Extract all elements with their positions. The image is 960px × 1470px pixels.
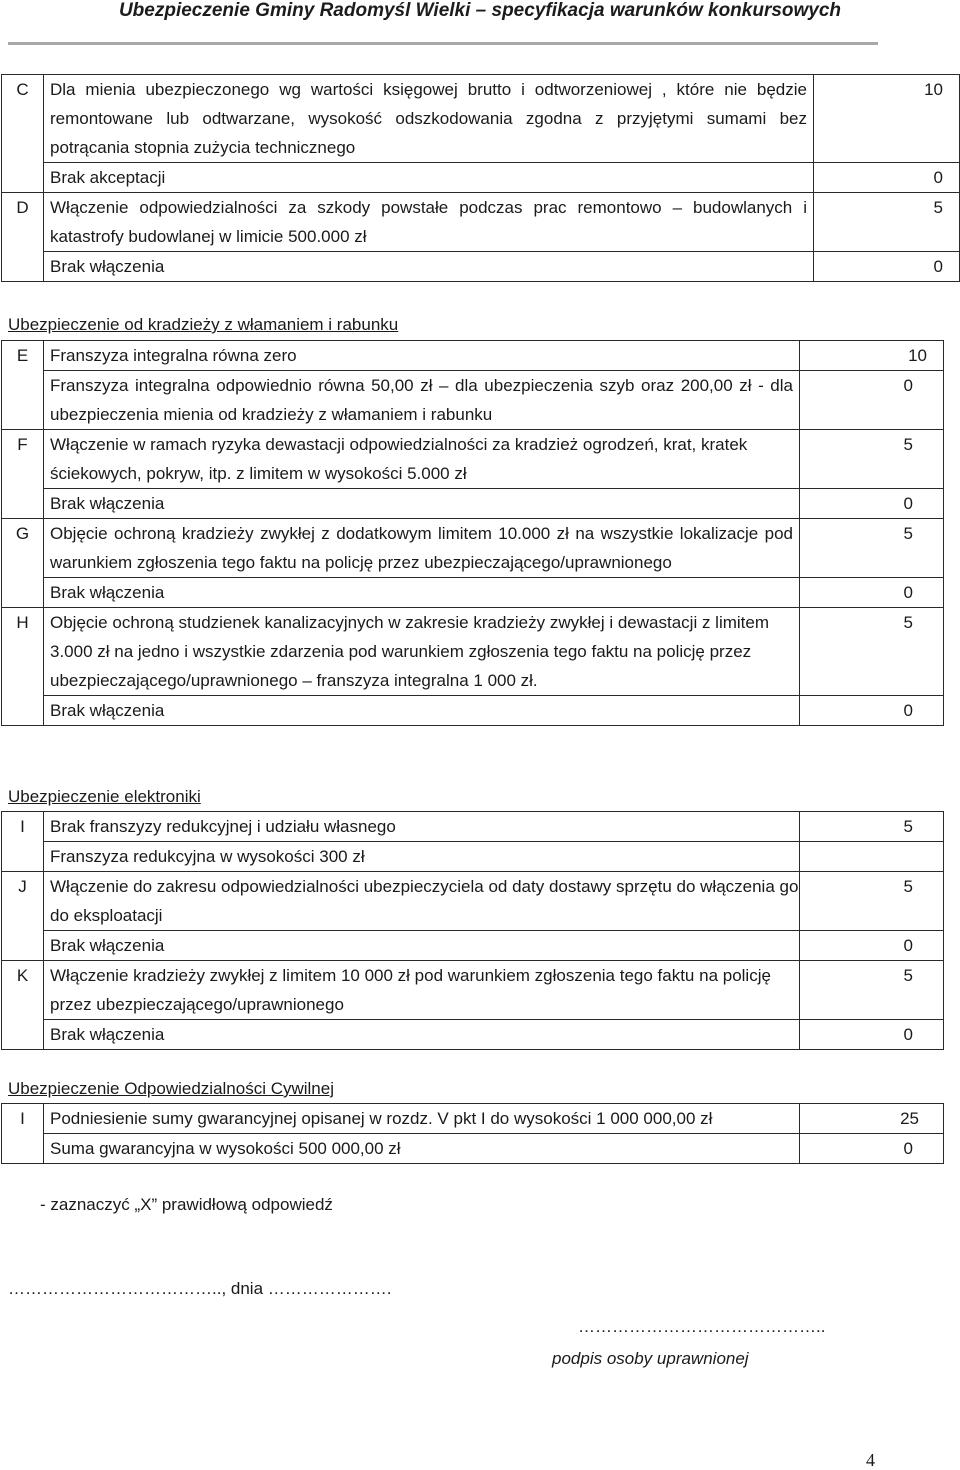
row-score: 10 [800, 341, 944, 371]
table-electronics [1, 811, 944, 1050]
row-letter: H [2, 608, 44, 696]
table-top [1, 74, 960, 282]
row-letter: F [2, 430, 44, 489]
row-score: 0 [814, 252, 960, 282]
row-letter: I [2, 1104, 44, 1134]
table-row [2, 341, 944, 371]
row-letter [2, 371, 44, 430]
row-letter: E [2, 341, 44, 371]
row-score: 0 [800, 371, 944, 430]
row-text: Włączenie kradzieży zwykłej z limitem 10 000 zł pod warunkiem zgłoszenia tego faktu na policję przez ubezpieczającego/uprawnionego [44, 961, 800, 1020]
section-title-theft [8, 310, 398, 339]
row-text: Brak akceptacji [44, 163, 814, 193]
row-text: Włączenie odpowiedzialności za szkody powstałe podczas prac remontowo – budowlanych i katastrofy budowlanej w limicie 500.000 zł [44, 193, 814, 252]
table-row [2, 931, 944, 961]
instruction-note: - zaznaczyć „X” prawidłową odpowiedź [40, 1195, 333, 1214]
row-letter [2, 578, 44, 608]
section-title-text: Ubezpieczenie Odpowiedzialności Cywilnej [8, 1079, 334, 1098]
row-text: Dla mienia ubezpieczonego wg wartości księgowej brutto i odtworzeniowej , które nie będzie remontowane lub odtwarzane, wysokość odszkodowania zgodna z przyjętymi sumami bez potrącania stopnia zużycia technicznego [44, 75, 814, 163]
place-date-line: ……………………………….., dnia …………………. [8, 1279, 392, 1298]
row-score: 0 [800, 696, 944, 726]
table-row [2, 872, 944, 931]
section-title-electronics [8, 782, 201, 811]
row-text: Brak włączenia [44, 578, 800, 608]
table-row [2, 1020, 944, 1050]
signature-line: …………………………………….. [578, 1317, 826, 1336]
row-score: 5 [800, 608, 944, 696]
table-row [2, 193, 960, 252]
row-text: Objęcie ochroną kradzieży zwykłej z dodatkowym limitem 10.000 zł na wszystkie lokalizacje pod warunkiem zgłoszenia tego faktu na policję przez ubezpieczającego/uprawnionego [44, 519, 800, 578]
row-letter [2, 489, 44, 519]
row-score: 0 [800, 489, 944, 519]
row-text: Brak włączenia [44, 1020, 800, 1050]
row-text: Objęcie ochroną studzienek kanalizacyjnych w zakresie kradzieży zwykłej i dewastacji z limitem 3.000 zł na jedno i wszystkie zdarzenia pod warunkiem zgłoszenia tego faktu na policję przez ubezpieczającego/uprawnionego – franszyza integralna 1 000 zł. [44, 608, 800, 696]
table-row [2, 578, 944, 608]
row-letter [2, 1020, 44, 1050]
row-text: Włączenie do zakresu odpowiedzialności ubezpieczyciela od daty dostawy sprzętu do włączenia go do eksploatacji [44, 872, 800, 931]
row-score: 25 [800, 1104, 944, 1134]
table-row [2, 163, 960, 193]
row-text: Franszyza redukcyjna w wysokości 300 zł [44, 842, 800, 872]
table-row [2, 608, 944, 696]
row-letter [2, 931, 44, 961]
table-row [2, 252, 960, 282]
row-text: Franszyza integralna równa zero [44, 341, 800, 371]
signature-label: podpis osoby uprawnionej [552, 1349, 749, 1368]
table-row [2, 371, 944, 430]
row-score: 5 [800, 812, 944, 842]
row-letter: G [2, 519, 44, 578]
row-letter: K [2, 961, 44, 1020]
table-row [2, 696, 944, 726]
row-letter [2, 252, 44, 282]
row-score: 0 [800, 578, 944, 608]
row-text: Brak włączenia [44, 252, 814, 282]
row-score: 5 [800, 872, 944, 931]
row-letter [2, 696, 44, 726]
row-score: 5 [814, 193, 960, 252]
row-text: Brak włączenia [44, 931, 800, 961]
header-title: Ubezpieczenie Gminy Radomyśl Wielki – specyfikacja warunków konkursowych [118, 0, 842, 21]
table-row [2, 75, 960, 163]
table-row [2, 812, 944, 842]
table-row [2, 519, 944, 578]
table-row [2, 961, 944, 1020]
row-letter [2, 1134, 44, 1164]
row-letter: J [2, 872, 44, 931]
row-score: 10 [814, 75, 960, 163]
row-score: 0 [814, 163, 960, 193]
row-text: Brak włączenia [44, 696, 800, 726]
table-row [2, 1104, 944, 1134]
table-theft [1, 340, 944, 726]
table-row [2, 430, 944, 489]
row-letter: C [2, 75, 44, 163]
row-text: Brak włączenia [44, 489, 800, 519]
row-score: 0 [800, 1020, 944, 1050]
row-letter: I [2, 812, 44, 842]
section-title-text: Ubezpieczenie od kradzieży z włamaniem i rabunku [8, 315, 399, 334]
row-letter [2, 163, 44, 193]
table-row [2, 489, 944, 519]
row-score: 0 [800, 931, 944, 961]
row-text: Podniesienie sumy gwarancyjnej opisanej w rozdz. V pkt I do wysokości 1 000 000,00 zł [44, 1104, 800, 1134]
row-score: 5 [800, 961, 944, 1020]
table-row [2, 842, 944, 872]
row-letter: D [2, 193, 44, 252]
section-title-text: Ubezpieczenie elektroniki [8, 787, 201, 806]
row-text: Franszyza integralna odpowiednio równa 50,00 zł – dla ubezpieczenia szyb oraz 200,00 zł - dla ubezpieczenia mienia od kradzieży z włamaniem i rabunku [44, 371, 800, 430]
row-letter [2, 842, 44, 872]
table-liability [1, 1103, 944, 1164]
row-score: 0 [800, 1134, 944, 1164]
row-score: 5 [800, 519, 944, 578]
page-header [0, 0, 960, 44]
page-number: 4 [866, 1450, 875, 1470]
row-text: Brak franszyzy redukcyjnej i udziału własnego [44, 812, 800, 842]
row-score: 5 [800, 430, 944, 489]
header-rule [8, 42, 878, 45]
row-text: Włączenie w ramach ryzyka dewastacji odpowiedzialności za kradzież ogrodzeń, krat, kratek ściekowych, pokryw, itp. z limitem w wysokości 5.000 zł [44, 430, 800, 489]
row-score [800, 842, 944, 872]
section-title-liability [8, 1074, 334, 1103]
table-row [2, 1134, 944, 1164]
row-text: Suma gwarancyjna w wysokości 500 000,00 zł [44, 1134, 800, 1164]
